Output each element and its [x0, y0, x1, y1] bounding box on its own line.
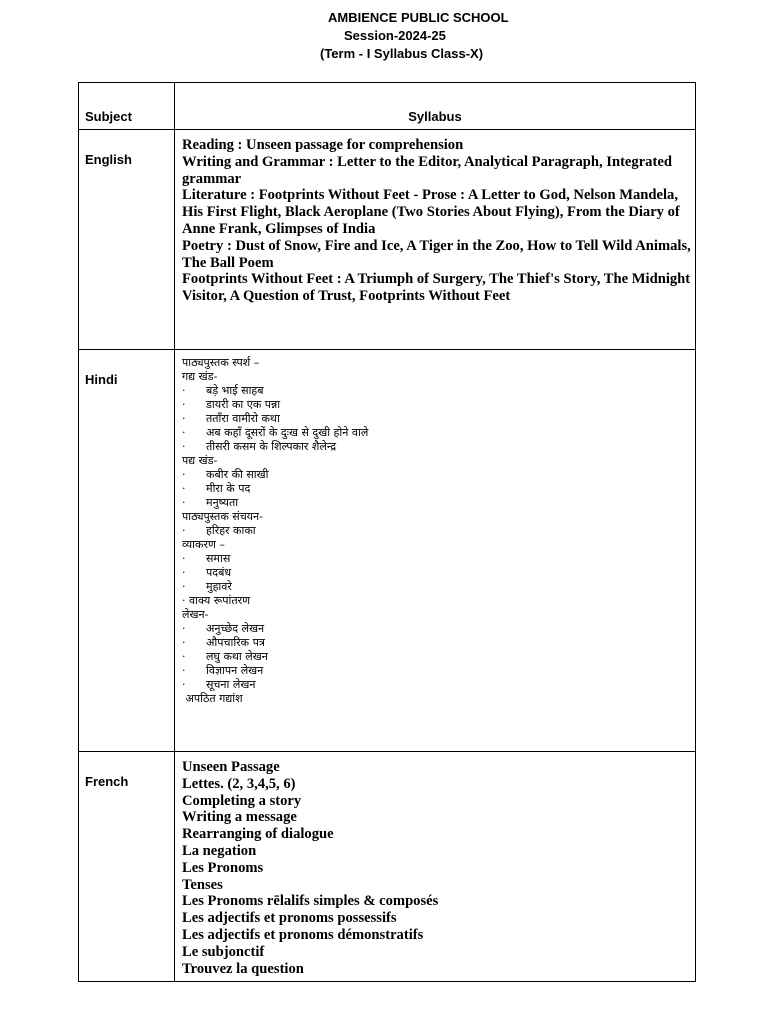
- list-item: · तीसरी कसम के शिल्पकार शैलेन्द्र: [182, 440, 337, 453]
- list-item: · डायरी का एक पन्ना: [182, 398, 281, 411]
- hindi-heading: अपठित गद्यांश: [182, 692, 243, 705]
- english-line: Footprints Without Feet : A Triumph of Surgery, The Thief's Story, The Midnight Visitor, A Question of Trust, Footprints Without Feet: [182, 271, 691, 305]
- hindi-heading: पाठ्यपुस्तक संचयन-: [182, 510, 264, 523]
- english-line: Poetry : Dust of Snow, Fire and Ice, A Tiger in the Zoo, How to Tell Wild Animals, The Ball Poem: [182, 237, 691, 271]
- hindi-heading: पाठ्यपुस्तक स्पर्श –: [182, 356, 260, 369]
- list-item: · मुहावरे: [182, 580, 232, 593]
- french-line: Trouvez la question: [182, 960, 304, 977]
- subject-hindi: Hindi: [79, 350, 175, 752]
- french-line: Les Pronoms: [182, 859, 264, 876]
- french-line: La negation: [182, 842, 257, 859]
- table-row-french: [79, 752, 696, 982]
- table-row-hindi: [79, 350, 696, 752]
- hindi-heading: लेखन-: [182, 608, 209, 621]
- subject-english: English: [79, 130, 175, 350]
- french-line: Writing a message: [182, 809, 297, 826]
- syllabus-english: [175, 130, 696, 350]
- table-row-english: [79, 130, 696, 350]
- table-header-row: [79, 83, 696, 130]
- session-label: Session-2024-25: [344, 28, 446, 43]
- hindi-heading: गद्य खंड-: [182, 370, 218, 383]
- french-line: Unseen Passage: [182, 759, 280, 775]
- french-line: Rearranging of dialogue: [182, 826, 334, 843]
- column-header-syllabus: Syllabus: [175, 83, 696, 130]
- english-line: Writing and Grammar : Letter to the Editor, Analytical Paragraph, Integrated grammar: [182, 153, 672, 187]
- syllabus-hindi: [175, 350, 696, 752]
- list-item: · बड़े भाई साहब: [182, 384, 264, 397]
- column-header-subject: Subject: [79, 83, 175, 130]
- list-item: · औपचारिक पत्र: [182, 636, 265, 649]
- french-line: Les adjectifs et pronoms démonstratifs: [182, 926, 424, 943]
- syllabus-french: [175, 752, 696, 982]
- list-item: · कबीर की साखी: [182, 468, 269, 481]
- english-line: Literature : Footprints Without Feet - Prose : A Letter to God, Nelson Mandela, His First Flight, Black Aeroplane (Two Stories About Flying), From the Diary of Anne Frank, Glimpses of India: [182, 187, 680, 237]
- list-item: · वाक्य रूपांतरण: [182, 594, 251, 607]
- list-item: · हरिहर काका: [182, 524, 256, 537]
- french-line: Les Pronoms rēlalifs simples & composés: [182, 893, 439, 910]
- english-line: Reading : Unseen passage for comprehension: [182, 137, 464, 153]
- hindi-heading: पद्य खंड-: [182, 454, 218, 467]
- syllabus-table: [78, 82, 696, 982]
- list-item: · मनुष्यता: [182, 496, 239, 509]
- french-line: Tenses: [182, 876, 223, 893]
- french-line: Le subjonctif: [182, 943, 265, 960]
- french-line: Completing a story: [182, 792, 302, 809]
- list-item: · सूचना लेखन: [182, 678, 256, 691]
- list-item: · विज्ञापन लेखन: [182, 664, 264, 677]
- list-item: · अनुच्छेद लेखन: [182, 622, 265, 635]
- list-item: · समास: [182, 552, 231, 565]
- hindi-heading: व्याकरण –: [182, 538, 225, 551]
- school-name: AMBIENCE PUBLIC SCHOOL: [328, 10, 509, 25]
- list-item: · अब कहाँ दूसरों के दुःख से दुखी होने वाले: [182, 426, 369, 439]
- term-label: (Term - I Syllabus Class-X): [320, 46, 484, 61]
- subject-french: French: [79, 752, 175, 982]
- french-line: Lettes. (2, 3,4,5, 6): [182, 775, 296, 792]
- list-item: · तताँरा वामीरो कथा: [182, 412, 280, 425]
- list-item: · लघु कथा लेखन: [182, 650, 268, 663]
- list-item: · मीरा के पद: [182, 482, 251, 495]
- list-item: · पदबंध: [182, 566, 232, 579]
- french-line: Les adjectifs et pronoms possessifs: [182, 910, 397, 927]
